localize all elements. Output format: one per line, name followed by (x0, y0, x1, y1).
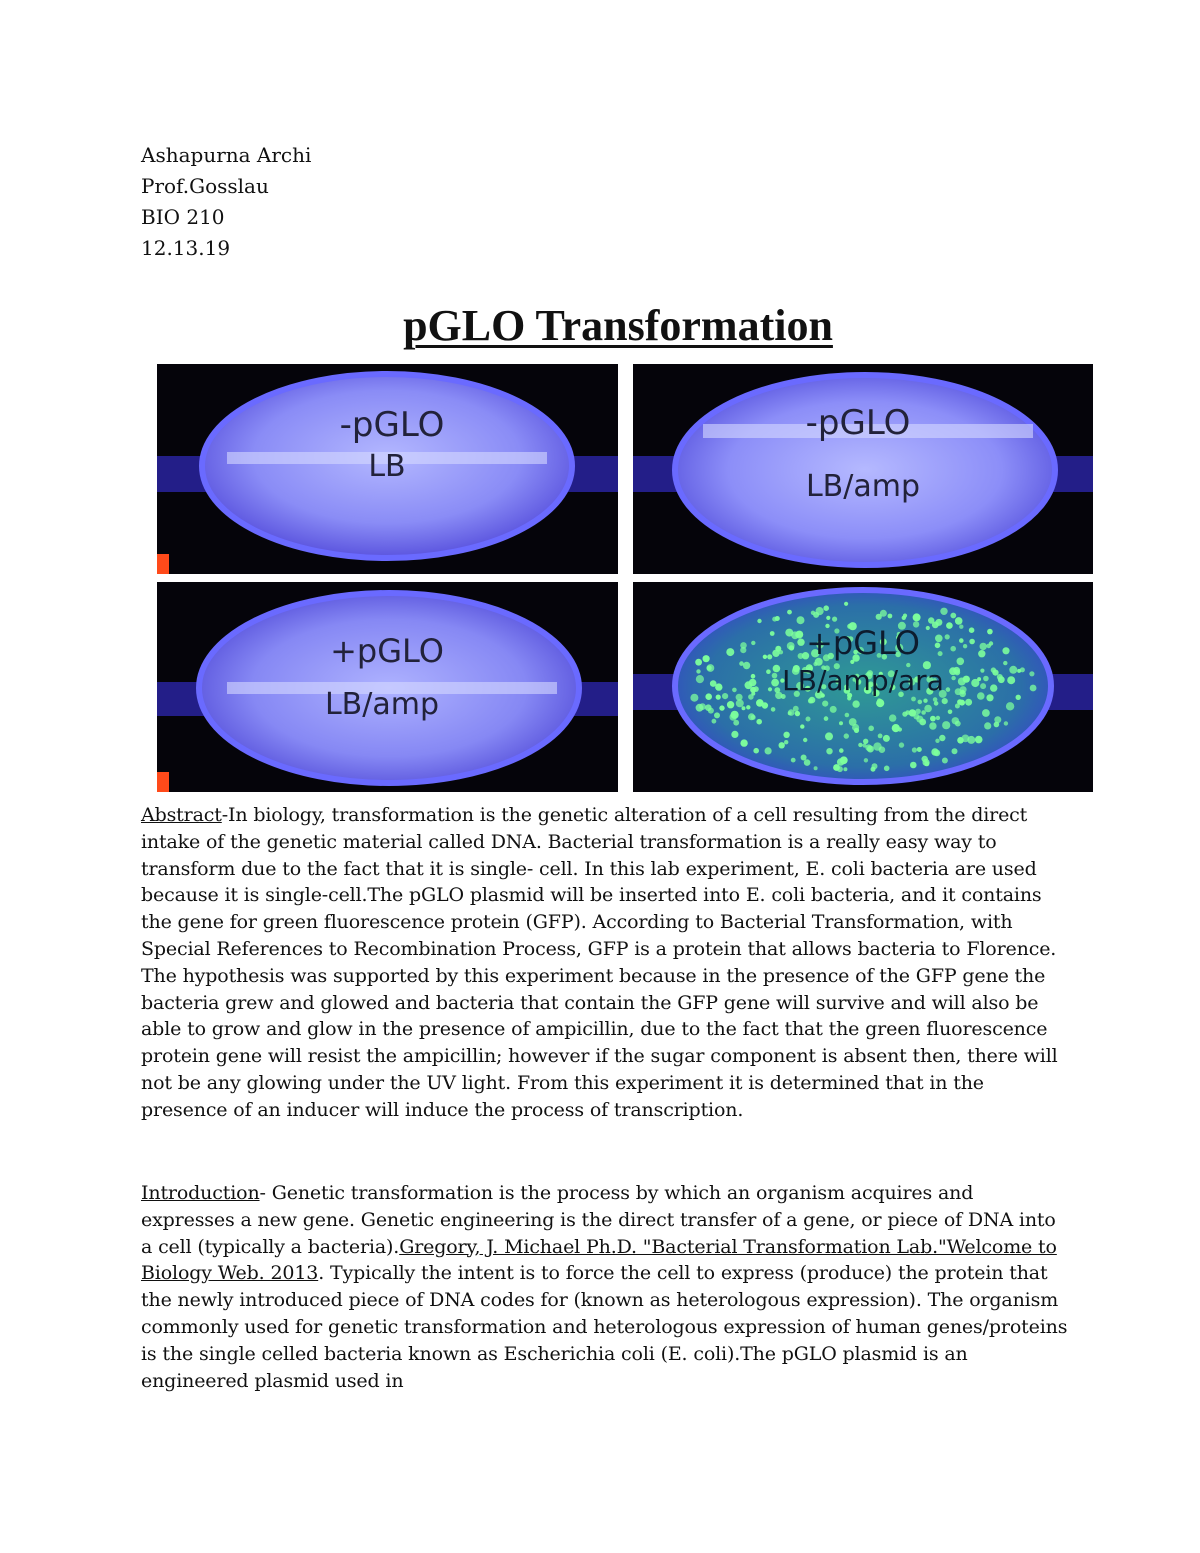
gfp-colony (716, 695, 721, 700)
gfp-colony (749, 679, 757, 687)
gfp-colony (942, 698, 948, 704)
gfp-colony (787, 610, 792, 615)
gfp-colony (903, 614, 907, 618)
gfp-colony (942, 758, 948, 764)
gfp-colony (899, 742, 904, 747)
gfp-colony (690, 694, 698, 702)
gfp-colony (753, 748, 759, 754)
introduction-body-end: . Typically the intent is to force the cell to express (produce) the protein that the newly introduced piece of DNA codes for (known as heterologous expression). The organism commonly used for genetic transformation and heterologous expression of human genes/proteins is the single celled bacteria known as Escherichia coli (E. coli).The pGLO plasmid is an engineered plasmid used in (141, 1262, 1068, 1392)
gfp-colony (740, 739, 747, 746)
gfp-colony (742, 706, 746, 710)
gfp-colony (733, 720, 739, 726)
gfp-colony (751, 674, 756, 679)
gfp-colony (732, 688, 737, 693)
gfp-colony (736, 694, 743, 701)
gfp-colony (1003, 661, 1007, 665)
gfp-colony (832, 617, 837, 622)
gfp-colony (992, 670, 998, 676)
gfp-colony (731, 731, 738, 738)
gfp-colony (915, 709, 920, 714)
plate-label-line1: -pGLO (339, 405, 445, 445)
gfp-colony (696, 675, 704, 683)
gfp-colony (934, 701, 939, 706)
gfp-colony (768, 687, 772, 691)
gfp-colony (710, 680, 717, 687)
gfp-colony (748, 694, 754, 700)
gfp-colony (695, 659, 702, 666)
gfp-colony (767, 654, 772, 659)
gfp-colony (883, 735, 890, 742)
gfp-colony (771, 707, 776, 712)
gfp-colony (864, 758, 868, 762)
gfp-colony (722, 693, 728, 699)
gfp-colony (823, 605, 829, 611)
gfp-colony (930, 716, 936, 722)
gfp-colony (912, 747, 917, 752)
gfp-colony (806, 717, 811, 722)
gfp-colony (953, 667, 960, 674)
gfp-colony (803, 738, 807, 742)
gfp-colony (910, 762, 917, 769)
plate-photo-grid (157, 364, 1093, 792)
gfp-colony (877, 698, 881, 702)
gfp-colony (977, 677, 981, 681)
gfp-colony (814, 766, 818, 770)
gfp-colony (1004, 721, 1008, 725)
gfp-colony (826, 748, 832, 754)
gfp-colony (727, 701, 734, 708)
gfp-colony (843, 767, 847, 771)
gfp-colony (946, 687, 951, 692)
gfp-colony (779, 742, 785, 748)
gfp-colony (837, 758, 845, 766)
gfp-colony (830, 706, 837, 713)
gfp-colony (960, 690, 965, 695)
gfp-colony (884, 766, 890, 772)
gfp-colony (926, 626, 930, 630)
gfp-colony (977, 692, 985, 700)
gfp-colony (854, 728, 859, 733)
gfp-colony (975, 736, 983, 744)
plate-photo-3 (157, 582, 618, 792)
gfp-colony (771, 679, 779, 687)
gfp-colony (987, 629, 993, 635)
gfp-colony (905, 710, 910, 715)
gfp-colony (984, 722, 991, 729)
gfp-colony (811, 611, 815, 615)
gfp-colony (1029, 671, 1034, 676)
gfp-colony (849, 718, 857, 726)
gfp-colony (986, 694, 993, 701)
gfp-colony (911, 697, 916, 702)
gfp-colony (921, 710, 926, 715)
gfp-colony (957, 699, 963, 705)
gfp-colony (983, 676, 989, 682)
gfp-colony (797, 616, 805, 624)
gfp-colony (825, 732, 833, 740)
gfp-colony (950, 646, 956, 652)
gfp-colony (863, 739, 868, 744)
gfp-colony (1006, 702, 1014, 710)
gfp-colony (770, 631, 775, 636)
gfp-colony (822, 701, 828, 707)
gfp-colony (751, 641, 755, 645)
plate-label-line1: -pGLO (805, 403, 911, 443)
plate-photo-1 (157, 364, 618, 574)
gfp-colony (796, 631, 803, 638)
gfp-colony (751, 715, 756, 720)
gfp-colony (948, 710, 953, 715)
gfp-colony (801, 755, 807, 761)
gfp-colony (916, 716, 923, 723)
plate-label-line2: LB/amp (324, 687, 440, 722)
gfp-colony (804, 759, 811, 766)
gfp-colony (936, 716, 940, 720)
gfp-colony (743, 662, 750, 669)
gfp-colony (808, 698, 813, 703)
professor-name: Prof.Gosslau (141, 174, 269, 198)
gfp-colony (766, 669, 771, 674)
plate-label-line1: +pGLO (330, 632, 444, 670)
gfp-colony (868, 726, 874, 732)
gfp-colony (1016, 695, 1021, 700)
gfp-colony (740, 642, 747, 649)
gfp-colony (980, 683, 986, 689)
gfp-colony (765, 747, 772, 754)
gfp-colony (952, 717, 959, 724)
document-title: pGLO Transformation (403, 301, 833, 350)
gfp-colony (942, 721, 950, 729)
gfp-colony (705, 693, 712, 700)
gfp-colony (933, 697, 938, 702)
gfp-colony (929, 722, 936, 729)
gfp-colony (938, 651, 943, 656)
introduction-body-start: - Genetic transformation is the process by which an organism acquires and expresses a new gene. Genetic engineering is the direct transfer of a gene, or piece of DNA into a cell (typically a bacteria). (141, 1182, 1056, 1258)
gfp-colony (935, 635, 943, 643)
course-code: BIO 210 (141, 205, 225, 229)
gfp-colony (950, 613, 956, 619)
gfp-colony (969, 627, 975, 633)
gfp-colony (952, 748, 958, 754)
gfp-colony (787, 642, 795, 650)
gfp-colony (858, 743, 862, 747)
gfp-colony (844, 602, 848, 606)
gfp-colony (957, 737, 964, 744)
plate-label-line2: LB/amp/ara (782, 664, 944, 697)
gfp-colony (876, 614, 882, 620)
gfp-colony (826, 616, 830, 620)
gfp-colony (935, 643, 941, 649)
gfp-colony (969, 639, 975, 645)
gfp-colony (923, 759, 930, 766)
gfp-colony (763, 655, 767, 659)
gfp-colony (997, 674, 1003, 680)
gfp-colony (719, 705, 724, 710)
gfp-colony (878, 734, 883, 739)
gfp-colony (945, 634, 950, 639)
gfp-colony (746, 705, 750, 709)
gfp-colony (959, 638, 964, 643)
gfp-colony (757, 619, 761, 623)
plate-label-line2: LB (368, 449, 406, 484)
gfp-colony (986, 644, 991, 649)
gfp-colony (773, 665, 781, 673)
gfp-colony (932, 622, 939, 629)
gfp-colony (957, 658, 965, 666)
gfp-colony (889, 714, 896, 721)
gfp-colony (980, 669, 984, 673)
gfp-colony (783, 732, 789, 738)
gfp-colony (946, 622, 953, 629)
gfp-colony (839, 748, 844, 753)
abstract-body: -In biology, transformation is the genetic alteration of a cell resulting from the direct intake of the genetic material called DNA. Bacterial transformation is a really easy way to transform due to the fact that it is single- cell. In this lab experiment, E. coli bacteria are used because it is single-cell.The pGLO plasmid will be inserted into E. coli bacteria, and it contains the gene for green fluorescence protein (GFP). According to Bacterial Transformation, with Special References to Recombination Process, GFP is a protein that allows bacteria to Florence. The hypothesis was supported by this experiment because in the presence of the GFP gene the bacteria grew and glowed and bacteria that contain the GFP gene will survive and will also be able to grow and glow in the presence of ampicillin, due to the fact that the green fluorescence protein gene will resist the ampicillin; however if the sugar component is absent then, there will not be any glowing under the UV light. From this experiment it is determined that in the presence of an inducer will induce the process of transcription. (141, 804, 1058, 1121)
gfp-colony (837, 766, 843, 772)
gfp-colony (729, 713, 736, 720)
gfp-colony (867, 746, 874, 753)
gfp-colony (772, 617, 777, 622)
gfp-colony (940, 608, 947, 615)
gfp-colony (951, 676, 955, 680)
gfp-colony (795, 711, 800, 716)
gfp-colony (959, 625, 963, 629)
gfp-colony (873, 742, 881, 750)
gfp-colony (980, 643, 987, 650)
plate-photo-4 (633, 582, 1093, 792)
gfp-colony (1017, 669, 1021, 673)
gfp-colony (955, 617, 963, 625)
gfp-colony (939, 735, 945, 741)
gfp-colony (892, 724, 900, 732)
gfp-colony (845, 713, 850, 718)
gfp-colony (703, 655, 710, 662)
gfp-colony (708, 708, 714, 714)
abstract-heading: Abstract (141, 804, 222, 826)
gfp-colony (994, 716, 1001, 723)
gfp-colony (1002, 647, 1009, 654)
gfp-colony (696, 669, 700, 673)
plate-photo-2 (633, 364, 1093, 574)
gfp-colony (712, 719, 717, 724)
gfp-colony (862, 743, 866, 747)
gfp-colony (918, 700, 923, 705)
gfp-colony (772, 673, 778, 679)
gfp-colony (923, 699, 927, 703)
gfp-colony (1007, 676, 1015, 684)
introduction-heading: Introduction (141, 1182, 260, 1204)
gfp-colony (913, 613, 921, 621)
gfp-colony (958, 678, 966, 686)
document-date: 12.13.19 (141, 236, 231, 260)
gfp-colony (978, 650, 985, 657)
gfp-colony (800, 724, 804, 728)
gfp-colony (707, 665, 712, 670)
gfp-colony (839, 721, 843, 725)
gfp-colony (963, 644, 967, 648)
introduction-paragraph (141, 1180, 1071, 1394)
gfp-colony (726, 648, 734, 656)
gfp-colony (797, 639, 804, 646)
gfp-colony (756, 719, 762, 725)
gfp-colony (788, 709, 795, 716)
gfp-colony (931, 748, 938, 755)
gfp-colony (1009, 666, 1017, 674)
gfp-colony (917, 747, 922, 752)
gfp-colony (982, 709, 990, 717)
gfp-colony (775, 646, 781, 652)
abstract-paragraph (141, 802, 1071, 1124)
document-header (141, 140, 311, 264)
gfp-colony (791, 758, 796, 763)
gfp-colony (888, 614, 893, 619)
author-name: Ashapurna Archi (141, 143, 312, 167)
gfp-colony (852, 700, 859, 707)
plate-label-line1: +pGLO (806, 624, 920, 662)
gfp-colony (844, 733, 849, 738)
gfp-colony (871, 767, 876, 772)
gfp-colony (990, 684, 997, 691)
gfp-colony (824, 716, 829, 721)
gfp-colony (935, 739, 939, 743)
gfp-colony (965, 699, 972, 706)
gfp-colony (756, 699, 764, 707)
gfp-colony (784, 740, 788, 744)
gfp-colony (714, 712, 720, 718)
introduction-citation-link[interactable]: Gregory, J. Michael Ph.D. "Bacterial Transformation Lab."Welcome to Biology Web. 2013 (141, 1235, 1057, 1285)
gfp-colony (1030, 685, 1037, 692)
plate-label-line2: LB/amp (805, 469, 921, 504)
gfp-colony (753, 686, 759, 692)
gfp-colony (699, 703, 706, 710)
